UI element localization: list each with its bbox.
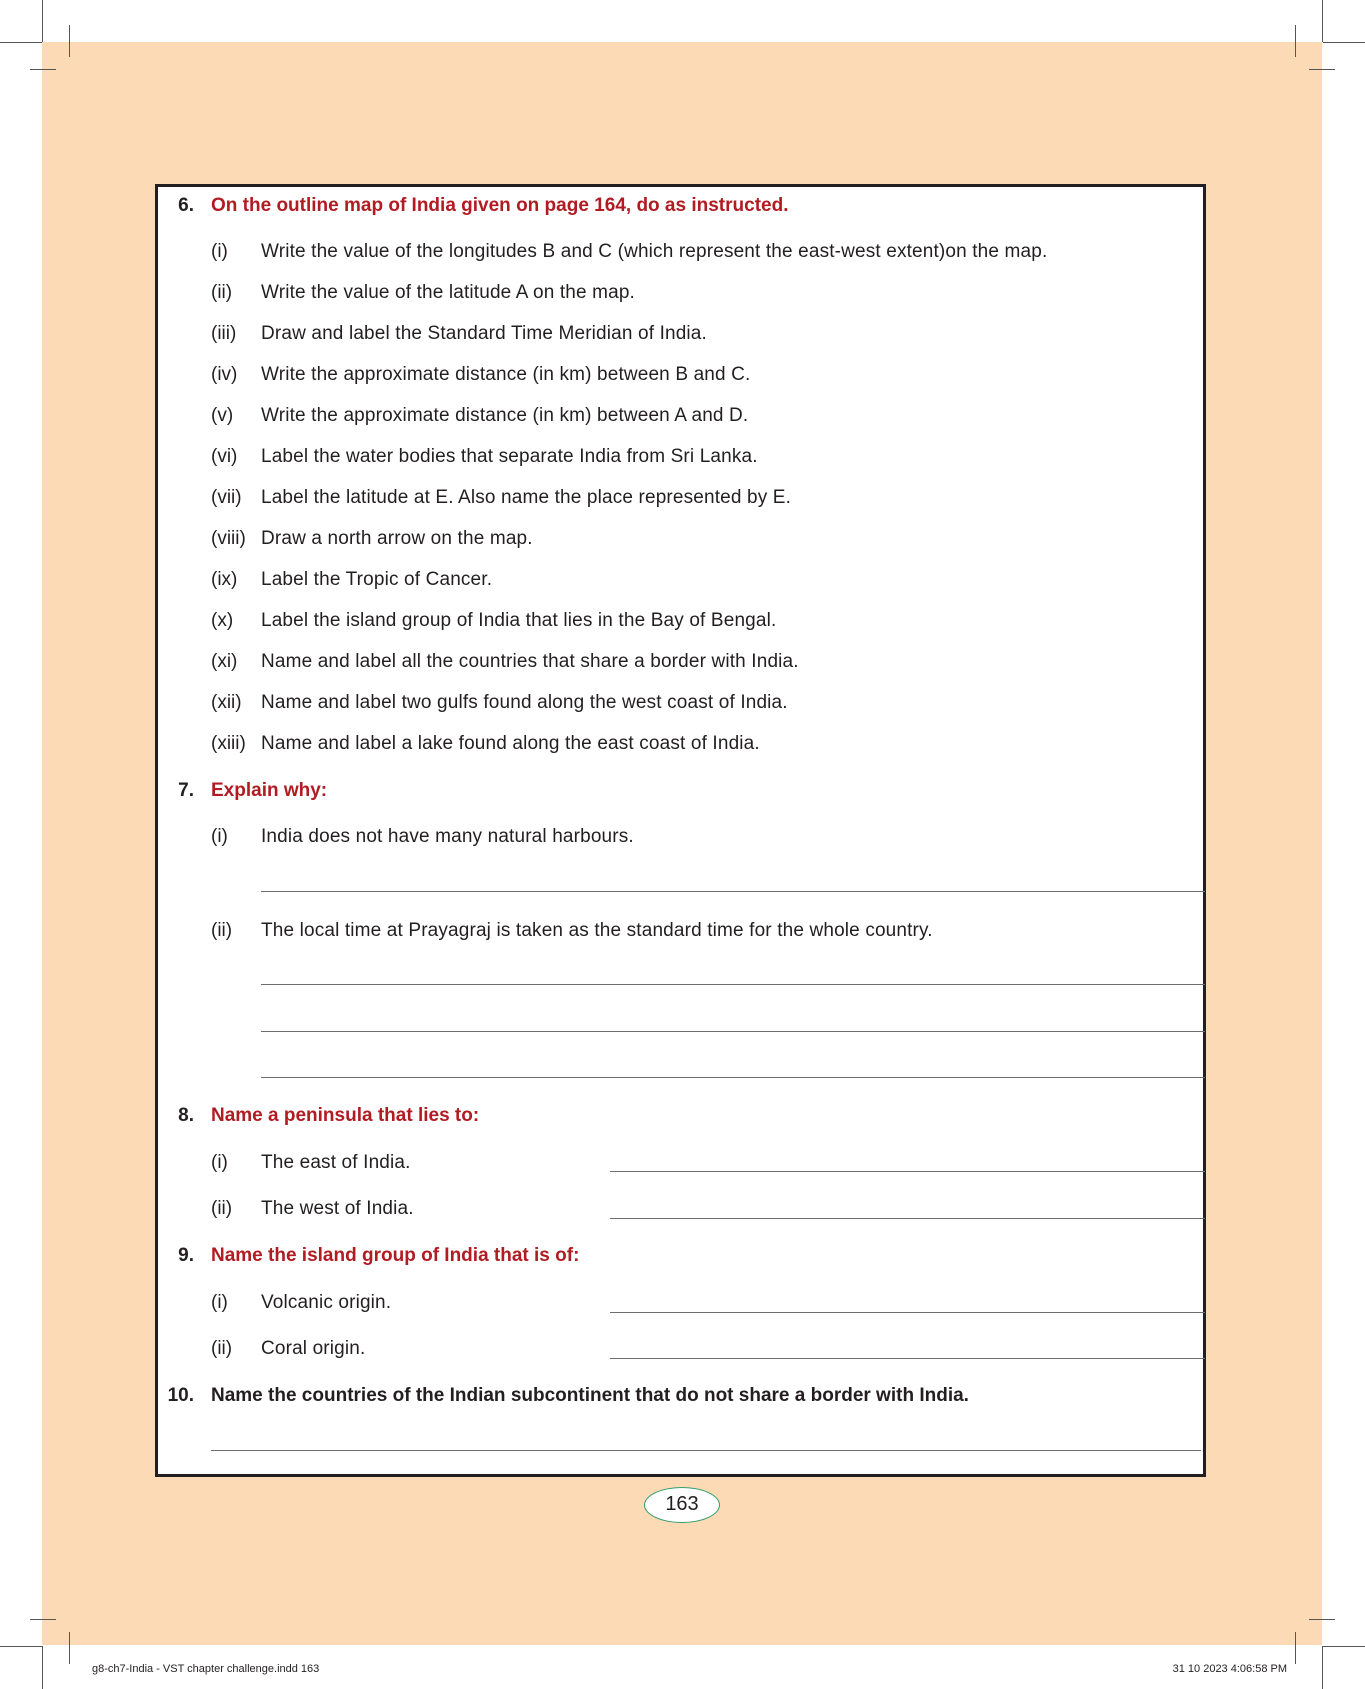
item-text: Draw and label the Standard Time Meridian of India. <box>261 323 707 344</box>
item-numeral: (ii) <box>211 1338 233 1359</box>
answer-line[interactable] <box>261 891 1205 892</box>
item-numeral: (i) <box>211 826 228 847</box>
item-text: The west of India. <box>261 1198 414 1219</box>
item-numeral: (v) <box>211 405 234 426</box>
date-slug: 31 10 2023 4:06:58 PM <box>1172 1663 1287 1675</box>
item-numeral: (ii) <box>211 920 233 941</box>
crop-mark <box>0 1646 42 1647</box>
crop-mark <box>42 0 43 42</box>
question-number: 7. <box>178 780 194 801</box>
item-numeral: (xii) <box>211 692 242 713</box>
answer-line[interactable] <box>610 1218 1205 1219</box>
question-number: 10. <box>167 1385 194 1406</box>
question-title: Name a peninsula that lies to: <box>211 1105 480 1126</box>
page-number-badge: 163 <box>644 1487 720 1523</box>
crop-mark <box>1323 1646 1365 1647</box>
answer-line[interactable] <box>261 1031 1205 1032</box>
item-numeral: (x) <box>211 610 234 631</box>
item-text: Coral origin. <box>261 1338 366 1359</box>
answer-line[interactable] <box>261 1077 1205 1078</box>
item-text: Label the latitude at E. Also name the place represented by E. <box>261 487 792 508</box>
crop-mark <box>1322 0 1323 42</box>
question-title: Explain why: <box>211 780 328 801</box>
item-numeral: (iv) <box>211 364 238 385</box>
question-number: 8. <box>178 1105 194 1126</box>
file-slug: g8-ch7-India - VST chapter challenge.indd 163 <box>92 1663 320 1675</box>
crop-mark <box>1323 42 1365 43</box>
question-title: Name the island group of India that is of: <box>211 1245 580 1266</box>
item-text: Write the value of the latitude A on the map. <box>261 282 635 303</box>
item-text: Label the water bodies that separate India from Sri Lanka. <box>261 446 758 467</box>
question-number: 6. <box>178 195 194 216</box>
item-numeral: (vii) <box>211 487 242 508</box>
item-text: Name and label a lake found along the east coast of India. <box>261 733 760 754</box>
answer-line[interactable] <box>610 1312 1205 1313</box>
worksheet-panel <box>155 184 1206 1477</box>
crop-mark <box>1322 1646 1323 1689</box>
crop-mark <box>0 42 42 43</box>
item-text: Label the Tropic of Cancer. <box>261 569 493 590</box>
item-text: The local time at Prayagraj is taken as the standard time for the whole country. <box>261 920 933 941</box>
item-text: Name and label all the countries that share a border with India. <box>261 651 799 672</box>
item-numeral: (vi) <box>211 446 238 467</box>
item-numeral: (xiii) <box>211 733 246 754</box>
item-numeral: (i) <box>211 1152 228 1173</box>
crop-mark <box>42 1646 43 1689</box>
answer-line[interactable] <box>261 984 1205 985</box>
question-title: Name the countries of the Indian subcontinent that do not share a border with India. <box>211 1385 969 1406</box>
item-text: Write the approximate distance (in km) between B and C. <box>261 364 751 385</box>
crop-mark <box>1309 69 1335 70</box>
crop-mark <box>1309 1619 1335 1620</box>
question-title: On the outline map of India given on page 164, do as instructed. <box>211 195 789 216</box>
answer-line[interactable] <box>610 1171 1205 1172</box>
crop-mark <box>69 1632 70 1664</box>
crop-mark <box>30 69 56 70</box>
crop-mark <box>1295 1632 1296 1664</box>
item-text: Draw a north arrow on the map. <box>261 528 533 549</box>
item-text: Write the value of the longitudes B and C (which represent the east-west extent)on the map. <box>261 241 1048 262</box>
answer-line[interactable] <box>211 1450 1201 1451</box>
item-text: The east of India. <box>261 1152 411 1173</box>
answer-line[interactable] <box>610 1358 1205 1359</box>
item-text: Name and label two gulfs found along the west coast of India. <box>261 692 788 713</box>
item-text: Volcanic origin. <box>261 1292 392 1313</box>
item-text: Write the approximate distance (in km) between A and D. <box>261 405 749 426</box>
item-numeral: (xi) <box>211 651 238 672</box>
question-number: 9. <box>178 1245 194 1266</box>
item-numeral: (iii) <box>211 323 237 344</box>
crop-mark <box>69 25 70 57</box>
item-numeral: (ix) <box>211 569 238 590</box>
crop-mark <box>30 1619 56 1620</box>
item-numeral: (viii) <box>211 528 246 549</box>
item-text: Label the island group of India that lies in the Bay of Bengal. <box>261 610 777 631</box>
item-numeral: (i) <box>211 241 228 262</box>
item-numeral: (ii) <box>211 282 233 303</box>
item-numeral: (ii) <box>211 1198 233 1219</box>
crop-mark <box>1295 25 1296 57</box>
item-text: India does not have many natural harbours. <box>261 826 634 847</box>
item-numeral: (i) <box>211 1292 228 1313</box>
